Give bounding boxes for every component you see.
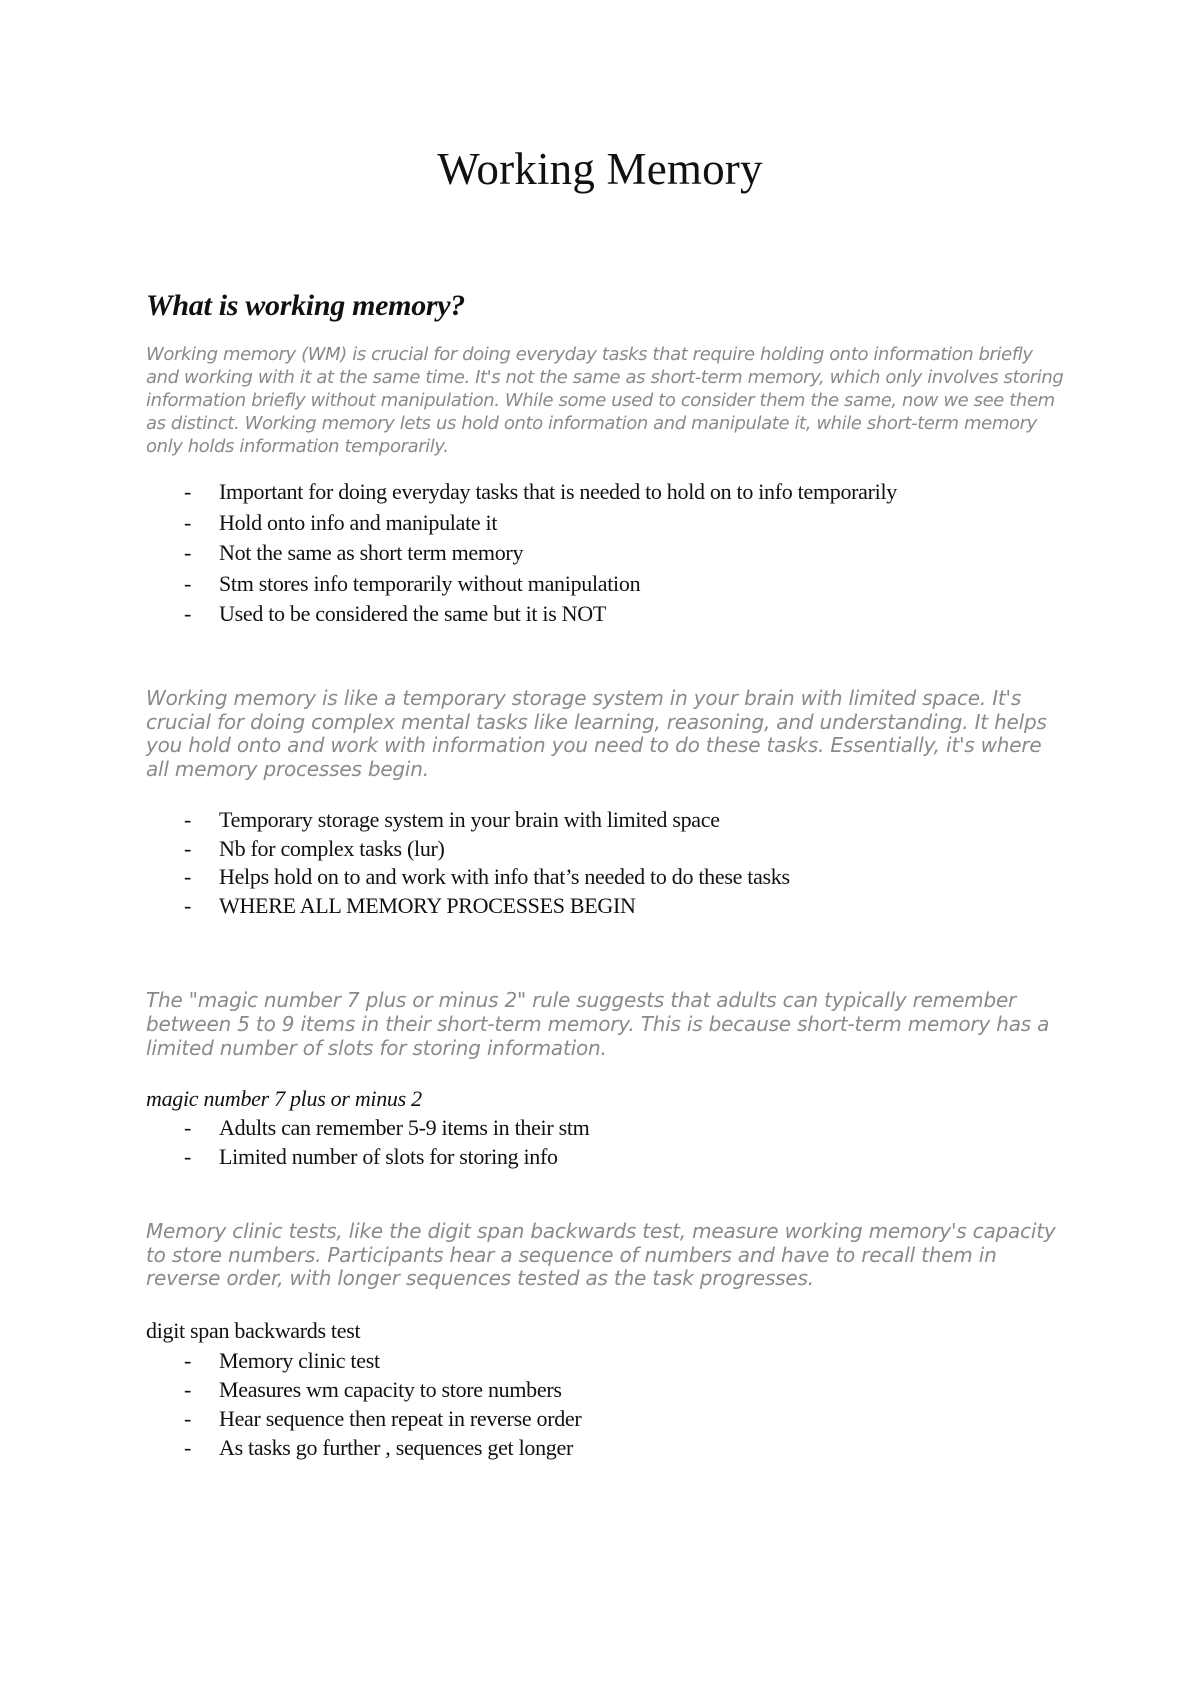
list-item-text: Helps hold on to and work with info that’s needed to do these tasks [219, 864, 790, 889]
list-item-text: Temporary storage system in your brain with limited space [219, 807, 720, 832]
section2-paragraph: Working memory is like a temporary storage system in your brain with limited space. It's crucial for doing complex mental tasks like learning, reasoning, and understanding. It helps you hold onto and work with information you need to do these tasks. Essentially, it's where all memory processes begin. [146, 686, 1047, 781]
bullet-dash: - [184, 570, 192, 596]
bullet-dash: - [184, 1406, 192, 1431]
section4-label: digit span backwards test [146, 1318, 361, 1343]
bullet-dash: - [184, 1348, 192, 1373]
bullet-dash: - [184, 479, 192, 504]
list-item [146, 1346, 581, 1375]
list-item [146, 1114, 589, 1143]
section-heading: What is working memory? [146, 289, 465, 322]
list-item [146, 835, 790, 864]
list-item-text: Used to be considered the same but it is NOT [219, 601, 606, 626]
list-item-text: Memory clinic test [219, 1348, 380, 1373]
list-item [146, 1433, 581, 1462]
bullet-dash: - [184, 540, 192, 565]
bullet-dash: - [184, 807, 192, 832]
list-item-text: Measures wm capacity to store numbers [219, 1377, 562, 1402]
list-item-text: Stm stores info temporarily without manipulation [219, 570, 641, 596]
section4-bullet-list [146, 1346, 581, 1462]
section1-bullet-list [146, 477, 897, 630]
list-item-text: As tasks go further , sequences get longer [219, 1435, 573, 1460]
bullet-dash: - [184, 892, 192, 918]
bullet-dash: - [184, 1435, 192, 1460]
section4-paragraph: Memory clinic tests, like the digit span backwards test, measure working memory's capacity to store numbers. Participants hear a sequence of numbers and have to recall them in reverse order, with longer sequences tested as the task progresses. [146, 1219, 1056, 1290]
list-item [146, 477, 897, 508]
bullet-dash: - [184, 601, 192, 626]
bullet-dash: - [184, 1143, 192, 1169]
list-item-text: Adults can remember 5-9 items in their stm [219, 1115, 590, 1140]
page-title: Working Memory [437, 144, 763, 194]
list-item [146, 806, 790, 835]
bullet-dash: - [184, 1377, 192, 1402]
list-item [146, 892, 790, 921]
list-item [146, 1143, 589, 1172]
list-item [146, 1404, 581, 1433]
list-item-text: Not the same as short term memory [219, 540, 524, 565]
list-item [146, 599, 897, 630]
list-item-text: Nb for complex tasks (lur) [219, 835, 445, 861]
list-item-text: Important for doing everyday tasks that is needed to hold on to info temporarily [219, 479, 898, 504]
list-item-text: WHERE ALL MEMORY PROCESSES BEGIN [219, 892, 636, 918]
list-item-text: Hold onto info and manipulate it [219, 509, 498, 535]
list-item [146, 1375, 581, 1404]
bullet-dash: - [184, 835, 192, 861]
list-item [146, 538, 897, 569]
section3-paragraph: The "magic number 7 plus or minus 2" rule suggests that adults can typically remember between 5 to 9 items in their short-term memory. This is because short-term memory has a limited number of slots for storing information. [146, 988, 1050, 1060]
section3-label: magic number 7 plus or minus 2 [146, 1086, 422, 1111]
bullet-dash: - [184, 1115, 192, 1140]
list-item [146, 508, 897, 539]
bullet-dash: - [184, 864, 192, 889]
section3-bullet-list [146, 1114, 589, 1171]
list-item [146, 569, 897, 600]
bullet-dash: - [184, 509, 192, 535]
list-item [146, 863, 790, 892]
section2-bullet-list [146, 806, 790, 920]
section1-paragraph: Working memory (WM) is crucial for doing everyday tasks that require holding onto information briefly and working with it at the same time. It's not the same as short-term memory, which only involves storing information briefly without manipulation. While some used to consider them the same, now we see them as distinct. Working memory lets us hold onto information and manipulate it, while short-term memory only holds information temporarily. [146, 344, 1064, 457]
list-item-text: Limited number of slots for storing info [219, 1143, 558, 1169]
list-item-text: Hear sequence then repeat in reverse order [219, 1406, 582, 1431]
